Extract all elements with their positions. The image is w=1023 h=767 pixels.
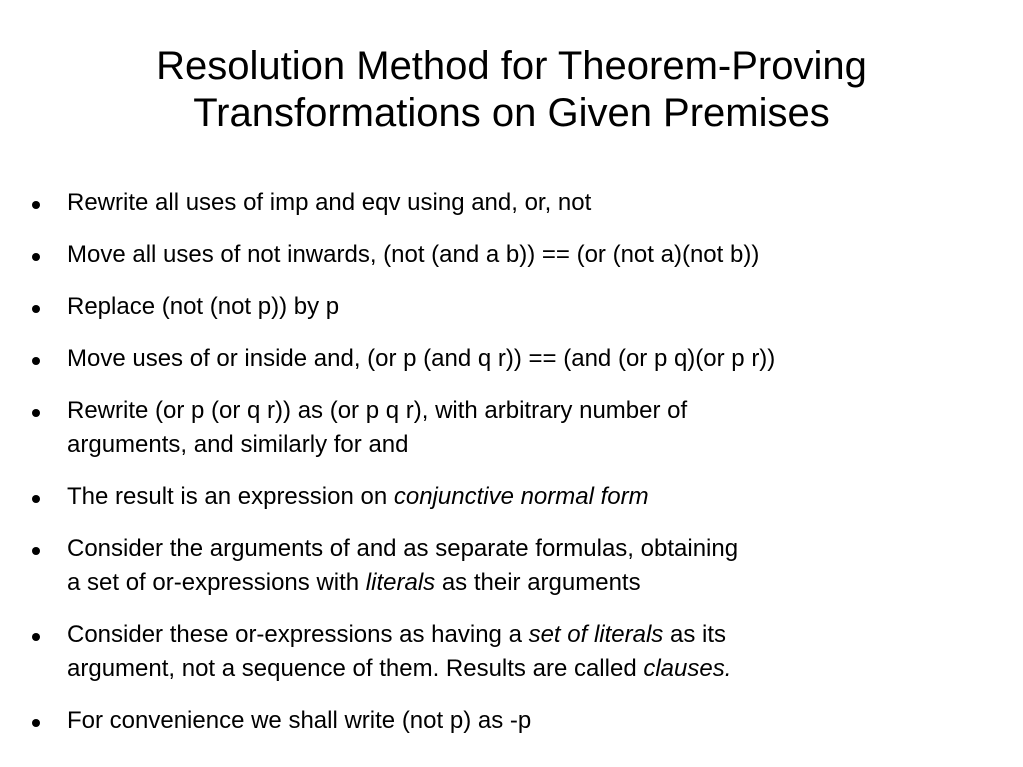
bullet-dot-icon — [32, 633, 40, 641]
bullet-item-9 — [32, 704, 1007, 738]
bullet-dot-icon — [32, 547, 40, 555]
bullet-item-4 — [32, 342, 1007, 376]
bullet-8-line-1-emphasis: set of literals — [528, 621, 664, 648]
bullet-7-line-1: Consider the arguments of and as separate formulas, obtaining — [67, 535, 739, 562]
bullet-item-6 — [32, 480, 1007, 514]
title-line-2: Transformations on Given Premises — [193, 91, 830, 135]
bullet-7-text-before: a set of or-expressions with — [67, 569, 366, 596]
bullet-item-8 — [32, 618, 1007, 686]
bullet-dot-icon — [32, 357, 40, 365]
bullet-8-line-1 — [67, 618, 1007, 652]
bullet-8-line-1-before: Consider these or-expressions as having a — [67, 621, 529, 648]
bullet-dot-icon — [32, 719, 40, 727]
bullet-5-line-2: arguments, and similarly for and — [67, 431, 409, 458]
bullet-9-line-1: For convenience we shall write (not p) as -p — [67, 707, 532, 734]
bullet-list — [32, 186, 1007, 756]
bullet-dot-icon — [32, 253, 40, 261]
slide-title — [0, 43, 1023, 137]
bullet-item-1 — [32, 186, 1007, 220]
bullet-dot-icon — [32, 305, 40, 313]
bullet-6-text-before: The result is an expression on — [67, 483, 394, 510]
bullet-4-line-1: Move uses of or inside and, (or p (and q r)) == (and (or p q)(or p r)) — [67, 345, 776, 372]
bullet-6-emphasis: conjunctive normal form — [393, 483, 649, 510]
bullet-7-line-2 — [67, 566, 1007, 600]
bullet-item-7 — [32, 532, 1007, 600]
bullet-8-line-2-emphasis: clauses. — [643, 655, 732, 682]
bullet-3-line-1: Replace (not (not p)) by p — [67, 293, 340, 320]
bullet-1-line-1: Rewrite all uses of imp and eqv using and, or, not — [67, 189, 592, 216]
bullet-dot-icon — [32, 495, 40, 503]
bullet-item-3 — [32, 290, 1007, 324]
bullet-8-line-2 — [67, 652, 1007, 686]
bullet-item-5 — [32, 394, 1007, 462]
bullet-2-line-1: Move all uses of not inwards, (not (and a b)) == (or (not a)(not b)) — [67, 241, 760, 268]
bullet-7-emphasis: literals — [365, 569, 436, 596]
bullet-7-text-after: as their arguments — [435, 569, 641, 596]
bullet-8-line-2-before: argument, not a sequence of them. Results are called — [67, 655, 644, 682]
title-line-1: Resolution Method for Theorem-Proving — [156, 44, 867, 88]
bullet-dot-icon — [32, 409, 40, 417]
bullet-item-2 — [32, 238, 1007, 272]
bullet-5-line-1: Rewrite (or p (or q r)) as (or p q r), with arbitrary number of — [67, 397, 688, 424]
bullet-8-line-1-after: as its — [663, 621, 726, 648]
bullet-6-line-1 — [67, 480, 1007, 514]
bullet-dot-icon — [32, 201, 40, 209]
